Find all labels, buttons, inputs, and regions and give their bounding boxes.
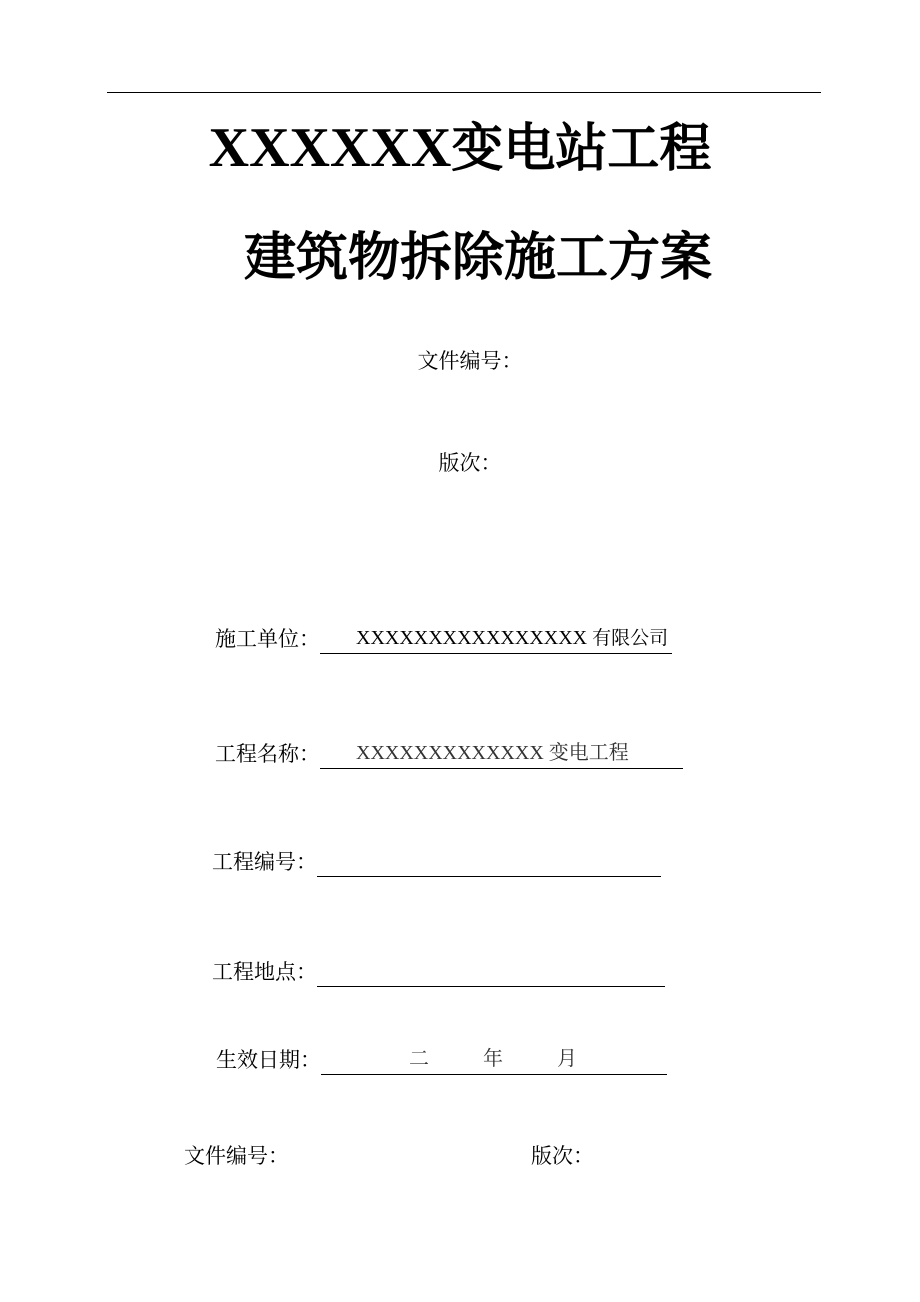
document-title-line-1 bbox=[0, 118, 920, 180]
project-name-value: XXXXXXXXXXXXX 变电工程 bbox=[320, 739, 683, 769]
project-location-value bbox=[317, 957, 665, 987]
project-name-field bbox=[215, 737, 683, 769]
construction-unit-label: 施工单位： bbox=[215, 627, 320, 651]
date-year-part: 二 bbox=[409, 1048, 429, 1070]
project-number-value bbox=[317, 847, 661, 877]
version-label: 版次： bbox=[438, 451, 502, 475]
header-rule bbox=[107, 92, 821, 93]
effective-date-field bbox=[216, 1043, 667, 1075]
construction-unit-code: XXXXXXXXXXXXXXXX bbox=[356, 627, 588, 649]
project-number-label: 工程编号： bbox=[212, 850, 317, 874]
document-title-line-2: 建筑物拆除施工方案 bbox=[243, 228, 712, 288]
title-project-code: XXXXXX bbox=[208, 117, 452, 179]
construction-unit-suffix: 有限公司 bbox=[592, 627, 669, 649]
effective-date-label: 生效日期： bbox=[216, 1048, 321, 1072]
effective-date-value bbox=[321, 1045, 667, 1075]
project-number-field bbox=[212, 845, 661, 877]
date-month-part: 年 bbox=[483, 1048, 503, 1070]
construction-unit-value bbox=[320, 624, 672, 654]
doc-number-label: 文件编号： bbox=[417, 349, 523, 373]
date-day-part: 月 bbox=[557, 1048, 577, 1070]
project-location-label: 工程地点： bbox=[212, 960, 317, 984]
footer-version-label: 版次： bbox=[531, 1144, 594, 1168]
project-name-label: 工程名称： bbox=[215, 742, 320, 766]
construction-unit-field bbox=[215, 622, 672, 654]
title-project-type: 变电站工程 bbox=[451, 121, 712, 178]
footer-doc-number-label: 文件编号： bbox=[184, 1144, 289, 1168]
project-location-field bbox=[212, 955, 665, 987]
